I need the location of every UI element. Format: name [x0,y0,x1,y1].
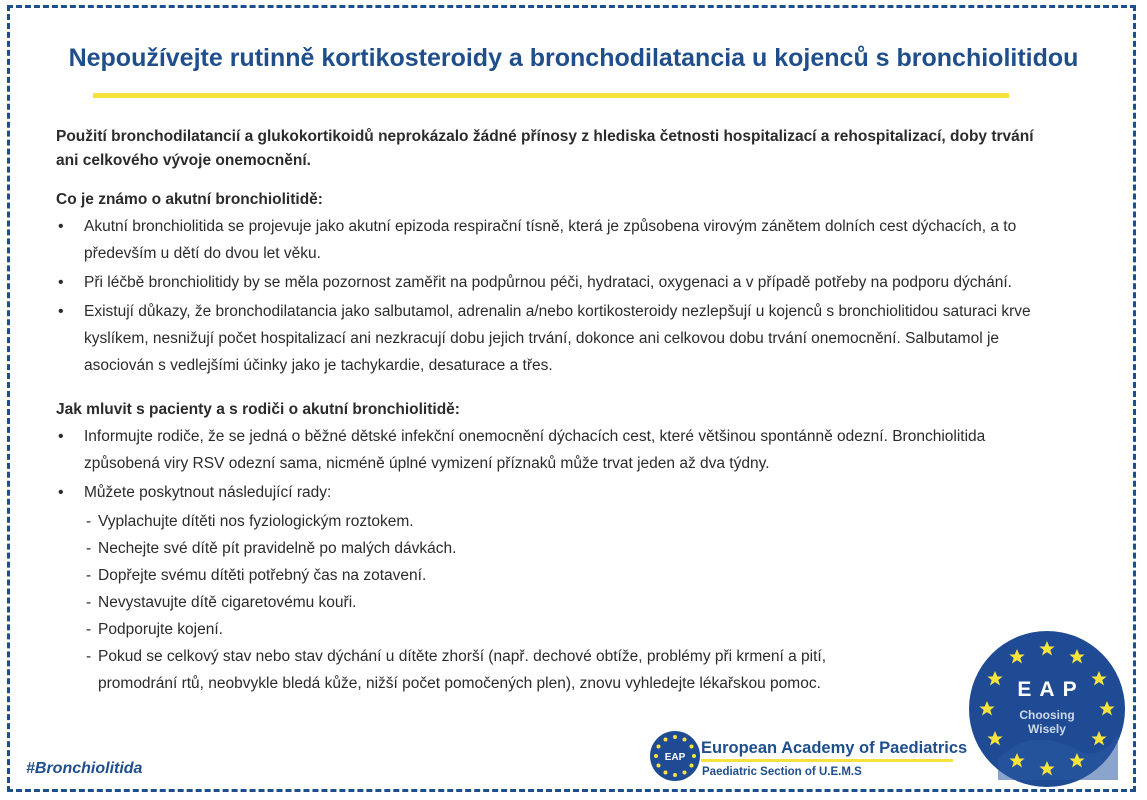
advice-item: - Nechejte své dítě pít pravidelně po malých dávkách. [86,535,846,562]
title-underline [93,93,1009,98]
list-item: • Informujte rodiče, že se jedná o běžné dětské infekční onemocnění dýchacích cest, které většinou spontánně odezní. Bronchiolitida způsobená viry RSV odezní sama, nicméně úplné vymizení příznaků může trvat jeden až dva týdny. [56,423,1056,477]
eap-organization-name: European Academy of Paediatrics [701,739,968,757]
choosing-wisely-badge [968,630,1126,788]
advice-item: - Pokud se celkový stav nebo stav dýchání u dítěte zhorší (např. dechové obtíže, problémy při krmení a pití, promodrání rtů, neobvykle bledá kůže, nižší počet pomočených plen), znovu vyhledejte lékařskou pomoc. [86,643,846,697]
section-heading-talk: Jak mluvit s pacienty a s rodiči o akutní bronchiolitidě: [56,401,460,418]
advice-item: - Dopřejte svému dítěti potřebný čas na zotavení. [86,562,846,589]
eap-underline [701,759,953,762]
badge-tagline-line1: Choosing [1019,708,1075,722]
list-item: • Při léčbě bronchiolitidy by se měla pozornost zaměřit na podpůrnou péči, hydrataci, oxygenaci a v případě potřeby na podporu dýchání. [56,269,1056,296]
intro-text: Použití bronchodilatancií a glukokortikoidů neprokázalo žádné přínosy z hlediska četnosti hospitalizací a rehospitalizací, doby trvání ani celkového vývoje onemocnění. [56,128,1034,169]
badge-tagline-line2: Wisely [1028,722,1066,736]
eap-subtitle: Paediatric Section of U.E.M.S [702,766,862,778]
hashtag-link[interactable]: #Bronchiolitida [26,760,143,777]
main-content [56,125,1056,697]
talk-list [56,423,1056,506]
advice-item: - Vyplachujte dítěti nos fyziologickým roztokem. [86,508,846,535]
advice-item: - Nevystavujte dítě cigaretovému kouři. [86,589,846,616]
known-list [56,213,1056,379]
section-heading-known: Co je známo o akutní bronchiolitidě: [56,191,323,208]
eap-logo-icon [649,730,701,782]
list-item: • Můžete poskytnout následující rady: [56,479,1056,506]
list-item: • Existují důkazy, že bronchodilatancia jako salbutamol, adrenalin a/nebo kortikosteroidy nezlepšují u kojenců s bronchiolitidou saturaci krve kyslíkem, nesnižují počet hospitalizací ani nezkracují dobu jejich trvání, dokonce ani celkovou dobu trvání onemocnění. Salbutamol je asociován s vedlejšími účinky jako je tachykardie, desaturace a třes. [56,298,1056,379]
badge-tagline [968,708,1126,736]
page-title: Nepoužívejte rutinně kortikosteroidy a bronchodilatancia u kojenců s bronchiolitidou [68,44,1079,72]
advice-list [56,508,846,697]
badge-eap-text: EAP [1017,678,1085,701]
list-item: • Akutní bronchiolitida se projevuje jako akutní epizoda respirační tísně, která je způsobena virovým zánětem dolních cest dýchacích, a to především u dětí do dvou let věku. [56,213,1056,267]
advice-item: - Podporujte kojení. [86,616,846,643]
small-logo-text: EAP [664,752,686,763]
